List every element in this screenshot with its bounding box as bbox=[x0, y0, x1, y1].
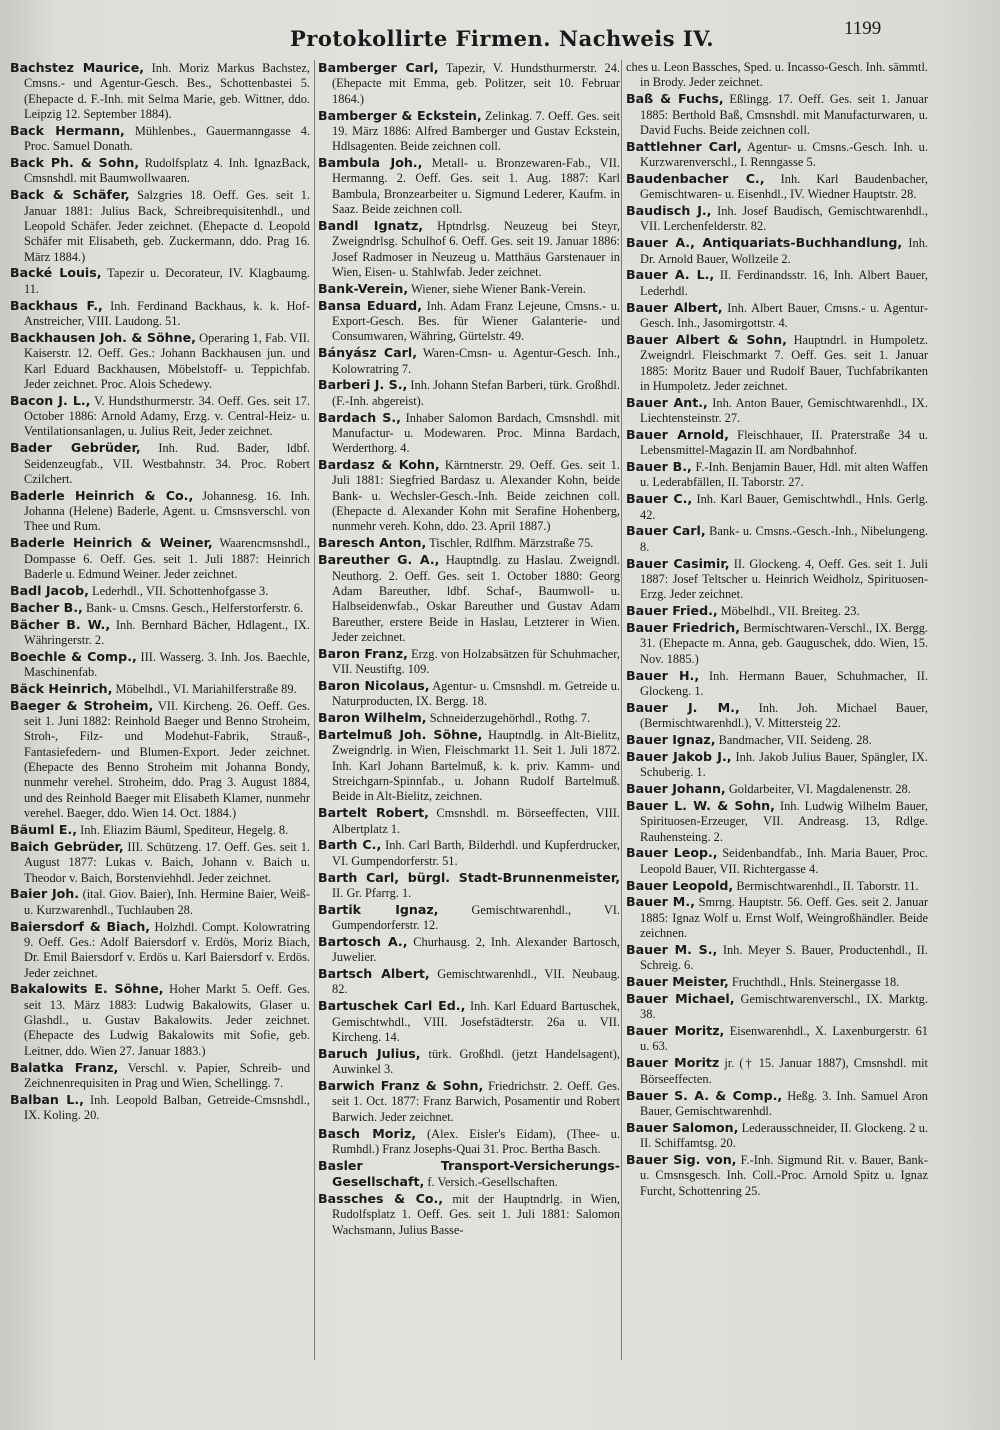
directory-entry bbox=[10, 393, 310, 440]
firm-details: Inh. Karl Bauer, Gemischtwhdl., Hnls. Gerlg. 42. bbox=[640, 492, 928, 522]
directory-entry bbox=[626, 556, 928, 603]
directory-entry bbox=[318, 1158, 620, 1191]
columns-container bbox=[10, 60, 930, 1420]
firm-details: Waarencmsnshdl., Dompasse 6. Oeff. Ges. seit 1. Juli 1887: Heinrich Baderle u. Edmund Weiner. Jeder zeichnet. bbox=[24, 536, 310, 581]
page-title: Protokollirte Firmen. Nachweis IV. bbox=[290, 26, 715, 51]
directory-entry bbox=[318, 1126, 620, 1158]
firm-details: Verschl. v. Papier, Schreib- und Zeichnenrequisiten in Prag und Wien, Schellingg. 7. bbox=[24, 1060, 310, 1090]
firm-name: Bakalowits E. Söhne, bbox=[10, 981, 164, 997]
directory-entry bbox=[318, 457, 620, 535]
firm-name: Bauer Leop., bbox=[626, 845, 718, 861]
firm-details: Inhaber Salomon Bardach, Cmsnshdl. mit Manufactur- u. Modewaren. Proc. Minna Bardach, Werderthorg. 4. bbox=[332, 410, 620, 456]
firm-name: Bauer Jakob J., bbox=[626, 748, 732, 764]
directory-entry bbox=[318, 535, 620, 551]
directory-entry bbox=[10, 981, 310, 1059]
directory-entry bbox=[626, 1023, 928, 1055]
firm-details: Eisenwarenhdl., X. Laxenburgerstr. 61 u. 63. bbox=[640, 1024, 928, 1054]
firm-name: Bacon J. L., bbox=[10, 392, 91, 408]
directory-entry bbox=[10, 187, 310, 265]
directory-entry bbox=[10, 298, 310, 330]
directory-entry bbox=[318, 1078, 620, 1125]
firm-name: Bartik Ignaz, bbox=[318, 901, 439, 917]
firm-details: Mühlenbes., Gauermanngasse 4. Proc. Samuel Donath. bbox=[24, 123, 310, 154]
firm-details: Inh. Rud. Bader, ldbf. Seidenzeugfab., VII. Westbahnstr. 34. Proc. Robert Czilchert. bbox=[24, 441, 310, 486]
directory-entry bbox=[318, 727, 620, 805]
directory-entry bbox=[318, 837, 620, 869]
firm-details: Holzhdl. Compt. Kolowratring 9. Oeff. Ges.: Adolf Baiersdorf v. Erdös, Moriz Biach, Dr. Emil Baiersdorf v. Erdös u. Karl Baiersdorf v. Erdös. Jeder zeichnet. bbox=[24, 919, 310, 980]
directory-entry bbox=[626, 1152, 928, 1199]
page-number: 1199 bbox=[844, 18, 882, 39]
firm-details: II. Ferdinandsstr. 16, Inh. Albert Bauer, Lederhdl. bbox=[640, 268, 928, 298]
firm-details: Seidenbandfab., Inh. Maria Bauer, Proc. Leopold Bauer, VII. Richtergasse 4. bbox=[640, 846, 928, 876]
directory-entry bbox=[10, 681, 310, 697]
directory-entry bbox=[626, 300, 928, 332]
firm-details: Inh. Karl Baudenbacher, Gemischtwaren- u. Eisenhdl., IV. Wiedner Hauptstr. 28. bbox=[640, 171, 928, 202]
directory-entry bbox=[626, 942, 928, 974]
directory-entry bbox=[626, 491, 928, 523]
firm-details: F.-Inh. Sigmund Rit. v. Bauer, Bank- u. Cmsnsgesch. Inh. Coll.-Proc. Arnold Spitz u. Ignaz Furcht, Schottenring 25. bbox=[640, 1152, 928, 1198]
directory-entry bbox=[10, 583, 310, 599]
directory-entry bbox=[318, 60, 620, 107]
firm-details: Bermischtwaren-Verschl., IX. Bergg. 31. (Ehepacte m. Anna, geb. Gauguschek, ddo. Wien, 15. Nov. 1885.) bbox=[640, 621, 928, 666]
firm-details: Inh. Joh. Michael Bauer, (Bermischtwarenhdl.), V. Mittersteig 22. bbox=[640, 700, 928, 731]
firm-details: Hptndrlsg. Neuzeug bei Steyr, Zweigndrlsg. Schulhof 6. Oeff. Ges. seit 19. Januar 1886: Josef Radmoser in Neuzeug u. Matthäus Garstenauer in Wien, Eisen- u. Stahlwfab. Jeder zeichnet. bbox=[332, 218, 620, 279]
firm-details: Gemischtwarenhdl., VI. Gumpendorferstr. 12. bbox=[332, 902, 620, 933]
directory-entry bbox=[10, 617, 310, 649]
firm-name: Bartosch A., bbox=[318, 933, 408, 949]
directory-entry bbox=[318, 1046, 620, 1078]
firm-name: Bauer Friedrich, bbox=[626, 620, 741, 636]
directory-entry bbox=[318, 552, 620, 645]
directory-entry bbox=[10, 488, 310, 535]
firm-name: Bauer S. A. & Comp., bbox=[626, 1087, 783, 1103]
directory-entry bbox=[626, 1088, 928, 1120]
firm-name: Barwich Franz & Sohn, bbox=[318, 1078, 484, 1093]
firm-name: Bauer Meister, bbox=[626, 974, 729, 990]
firm-name: Bardasz & Kohn, bbox=[318, 457, 440, 473]
firm-name: Bardach S., bbox=[318, 409, 401, 425]
firm-details: Inh. Bernhard Bächer, Hdlagent., IX. Währingerstr. 2. bbox=[24, 617, 310, 647]
directory-entry bbox=[626, 60, 928, 91]
firm-name: Baier Joh. bbox=[10, 886, 80, 902]
firm-name: Bauer Arnold, bbox=[626, 426, 729, 442]
column-3 bbox=[626, 60, 928, 1420]
firm-name: Bányász Carl, bbox=[318, 345, 417, 361]
firm-details: Metall- u. Bronzewaren-Fab., VII. Hermanng. 2. Oeff. Ges. seit 1. Aug. 1887: Karl Bambula, Bronzearbeiter u. Sigmund Lederer, Kaufm. in Saaz. Beide zeichnen coll. bbox=[332, 156, 620, 217]
directory-entry bbox=[626, 700, 928, 732]
firm-name: Bäck Heinrich, bbox=[10, 680, 113, 696]
firm-details: Inh. Ferdinand Backhaus, k. k. Hof-Anstreicher, VIII. Laudong. 51. bbox=[24, 298, 310, 328]
firm-name: Bauer Ignaz, bbox=[626, 731, 716, 747]
directory-entry bbox=[318, 108, 620, 155]
firm-details: VII. Kircheng. 26. Oeff. Ges. seit 1. Juni 1882: Reinhold Baeger und Benno Stroheim, Stroh-, Filz- und Modehut-Fabrik, Strauß-, Fantasiefedern- und Blumen-Export. Jeder zeichnet. (Ehepacte des Benno Stroheim mit Johanna Bondy, nunmehr verehel. Stroheim, ddo. Prag 3. August 1884, und des Reinhold Baeger mit Elisabeth Klamer, nunmehr verehel. Baeger, ddo. Wien 14. Oct. 1884.) bbox=[24, 698, 310, 821]
firm-details: Churhausg. 2, Inh. Alexander Bartosch, Juwelier. bbox=[332, 934, 620, 965]
firm-name: Bauer A. L., bbox=[626, 267, 715, 283]
firm-details: Inh. Jakob Julius Bauer, Spängler, IX. Schuberig. 1. bbox=[640, 749, 928, 780]
directory-entry bbox=[10, 919, 310, 981]
firm-name: Barth C., bbox=[318, 837, 382, 853]
firm-details: Salzgries 18. Oeff. Ges. seit 1. Januar 1881: Julius Back, Schreibrequisitenhdl., und Leopold Schäfer. Jeder zeichnet. (Ehepacte d. Leopold Schäfer mit Elisabeth, geb. Zuckermann, ddo. Prag 16. März 1884.) bbox=[24, 188, 310, 264]
directory-entry bbox=[318, 646, 620, 678]
firm-name: Bamberger Carl, bbox=[318, 60, 439, 75]
directory-entry bbox=[626, 203, 928, 235]
firm-details: Hauptndrl. in Humpoletz. Zweigndrl. Fleischmarkt 7. Oeff. Ges. seit 1. Januar 1885: Moritz Bauer und Rudolf Bauer, Tuchfabrikanten in Humpoletz. Jeder zeichnet. bbox=[640, 332, 928, 393]
firm-name: Bauer L. W. & Sohn, bbox=[626, 797, 775, 813]
directory-entry bbox=[626, 171, 928, 203]
directory-entry bbox=[626, 235, 928, 267]
firm-details: jr. († 15. Januar 1887), Cmsnshdl. mit Börseeffecten. bbox=[640, 1056, 928, 1086]
directory-entry bbox=[626, 668, 928, 700]
firm-details: Cmsnshdl. m. Börseeffecten, VIII. Albertplatz 1. bbox=[332, 806, 620, 836]
firm-details: ches u. Leon Bassches, Sped. u. Incasso-Gesch. Inh. sämmtl. in Brody. Jeder zeichnet. bbox=[626, 60, 928, 90]
firm-name: Backhaus F., bbox=[10, 297, 103, 313]
directory-entry bbox=[626, 732, 928, 748]
firm-details: Inh. Adam Franz Lejeune, Cmsns.- u. Export-Gesch. Bes. für Wiener Galanterie- und Consumwaren, Währing, Gürtelstr. 49. bbox=[332, 298, 620, 344]
firm-details: Hauptndlg. in Alt-Bielitz, Zweigndrlg. in Wien, Fleischmarkt 11. Seit 1. Juli 1872. Inh. Karl Johann Bartelmuß, k. k. priv. Kamm- und Streichgarn-Spinnfab., u. Johann Rudolf Bartelmuß. Beide in Alt-Bielitz, zeichnen. bbox=[332, 727, 620, 804]
directory-entry bbox=[318, 678, 620, 710]
firm-details: Lederausschneider, II. Glockeng. 2 u. II. Schiffamtsg. 20. bbox=[640, 1120, 928, 1151]
firm-details: Eßlingg. 17. Oeff. Ges. seit 1. Januar 1885: Berthold Baß, Cmsnshdl. mit Manufacturwaren, u. David Fuchs. Beide zeichnen coll. bbox=[640, 92, 928, 137]
firm-details: mit der Hauptndrlg. in Wien, Rudolfsplatz 1. Oeff. Ges. seit 1. Juli 1881: Salomon Wachsmann, Julius Basse- bbox=[332, 1191, 620, 1237]
firm-details: Bank- u. Cmsns.-Gesch.-Inh., Nibelungeng. 8. bbox=[640, 524, 928, 554]
firm-details: Agentur- u. Cmsnshdl. m. Getreide u. Naturproducten, IX. Bergg. 18. bbox=[332, 678, 620, 709]
directory-entry bbox=[10, 440, 310, 487]
firm-name: Balatka Franz, bbox=[10, 1059, 119, 1075]
directory-entry bbox=[318, 902, 620, 934]
firm-details: Inh. Eliazim Bäuml, Spediteur, Hegelg. 8. bbox=[80, 823, 289, 837]
firm-details: Bank- u. Cmsns. Gesch., Helferstorferstr. 6. bbox=[85, 600, 304, 615]
directory-entry bbox=[318, 410, 620, 457]
firm-name: Bambula Joh., bbox=[318, 155, 423, 171]
firm-details: F.-Inh. Benjamin Bauer, Hdl. mit alten Waffen u. Lederabfällen, II. Taborstr. 27. bbox=[640, 460, 928, 490]
firm-name: Bartelt Robert, bbox=[318, 805, 429, 821]
firm-details: Inh. Ludwig Wilhelm Bauer, Spirituosen-Erzeuger, VII. Andreasg. 13, Rdlge. Rauhensteing. 2. bbox=[640, 798, 928, 844]
directory-entry bbox=[10, 698, 310, 822]
firm-details: Inh. Johann Stefan Barberi, türk. Großhdl. (F.-Inh. abgereist). bbox=[332, 378, 620, 408]
firm-details: III. Wasserg. 3. Inh. Jos. Baechle, Maschinenfab. bbox=[24, 649, 310, 680]
directory-entry bbox=[318, 870, 620, 902]
firm-details: Erzg. von Holzabsätzen für Schuhmacher, VII. Neustiftg. 109. bbox=[332, 646, 620, 677]
firm-name: Barberi J. S., bbox=[318, 377, 408, 393]
firm-name: Bäuml E., bbox=[10, 822, 78, 837]
directory-entry bbox=[626, 781, 928, 797]
directory-entry bbox=[10, 155, 310, 187]
firm-details: Agentur- u. Cmsns.-Gesch. Inh. u. Kurzwarenverschl., I. Renngasse 5. bbox=[640, 139, 928, 170]
directory-entry bbox=[626, 459, 928, 491]
directory-entry bbox=[318, 998, 620, 1045]
directory-entry bbox=[10, 839, 310, 886]
firm-name: Bachstez Maurice, bbox=[10, 60, 145, 75]
firm-details: Inh. Dr. Arnold Bauer, Wollzeile 2. bbox=[640, 236, 928, 266]
firm-name: Baudenbacher C., bbox=[626, 170, 765, 186]
firm-name: Backhausen Joh. & Söhne, bbox=[10, 329, 196, 345]
directory-entry bbox=[626, 267, 928, 299]
firm-name: Bauer Carl, bbox=[626, 523, 706, 539]
firm-name: Bauer Michael, bbox=[626, 990, 735, 1006]
firm-details: Inh. Hermann Bauer, Schuhmacher, II. Glockeng. 1. bbox=[640, 668, 928, 698]
firm-name: Battlehner Carl, bbox=[626, 138, 742, 154]
firm-name: Bauer Moritz bbox=[626, 1055, 720, 1071]
firm-details: V. Hundsthurmerstr. 34. Oeff. Ges. seit 17. October 1886: Arnold Adamy, Erzg. v. Central-Heiz- u. Ventilationsanlagen, u. Julius Reit, Jeder zeichnet. bbox=[24, 393, 310, 439]
firm-name: Barth Carl, bürgl. Stadt-Brunnenmeister, bbox=[318, 869, 620, 885]
directory-entry bbox=[626, 974, 928, 990]
firm-name: Baron Nicolaus, bbox=[318, 677, 430, 693]
page-header bbox=[0, 14, 1000, 50]
firm-name: Bauer M., bbox=[626, 894, 695, 910]
firm-name: Bamberger & Eckstein, bbox=[318, 107, 482, 123]
directory-entry bbox=[10, 600, 310, 616]
firm-details: II. Gr. Pfarrg. 1. bbox=[332, 885, 412, 900]
firm-details: Gemischtwarenhdl., VII. Neubaug. 82. bbox=[332, 967, 620, 997]
firm-name: Baich Gebrüder, bbox=[10, 838, 124, 854]
directory-entry bbox=[626, 620, 928, 667]
firm-name: Back Hermann, bbox=[10, 122, 125, 138]
firm-name: Bauer M. S., bbox=[626, 941, 718, 957]
firm-details: Fruchthdl., Hnls. Steinergasse 18. bbox=[731, 975, 900, 990]
directory-entry bbox=[626, 798, 928, 845]
firm-details: Tischler, Rdlfhm. Märzstraße 75. bbox=[429, 536, 594, 551]
directory-entry bbox=[10, 1060, 310, 1092]
firm-name: Baruch Julius, bbox=[318, 1045, 421, 1061]
firm-name: Back & Schäfer, bbox=[10, 187, 130, 203]
directory-entry bbox=[318, 805, 620, 837]
firm-details: III. Schützeng. 17. Oeff. Ges. seit 1. August 1877: Lukas v. Baich, Johann v. Baich u. Theodor v. Baich, Borstenviehhdl. Jeder zeichnet. bbox=[24, 839, 310, 885]
firm-details: Goldarbeiter, VI. Magdalenenstr. 28. bbox=[728, 781, 911, 796]
firm-name: Bank-Verein, bbox=[318, 280, 409, 296]
firm-details: Rudolfsplatz 4. Inh. IgnazBack, Cmsnshdl. mit Baumwollwaaren. bbox=[24, 156, 310, 186]
firm-name: Bauer Albert & Sohn, bbox=[626, 331, 787, 347]
firm-name: Bauer Ant., bbox=[626, 394, 708, 410]
firm-details: Inh. Karl Eduard Bartuschek, Gemischtwhdl., VIII. Josefstädterstr. 26a u. VII. Kircheng. 14. bbox=[332, 999, 620, 1044]
firm-details: Inh. Anton Bauer, Gemischtwarenhdl., IX. Liechtensteinstr. 27. bbox=[640, 395, 928, 426]
directory-entry bbox=[626, 845, 928, 877]
firm-name: Bauer Albert, bbox=[626, 299, 723, 315]
directory-entry bbox=[626, 139, 928, 171]
firm-name: Bauer Casimir, bbox=[626, 555, 730, 571]
firm-details: Wiener, siehe Wiener Bank-Verein. bbox=[411, 281, 586, 296]
firm-details: Möbelhdl., VII. Breiteg. 23. bbox=[720, 604, 860, 619]
firm-details: II. Glockeng. 4, Oeff. Ges. seit 1. Juli 1887: Josef Teltscher u. Heinrich Weidholz, Spirituosen-Erzg. Jeder zeichnet. bbox=[640, 556, 928, 602]
directory-entry bbox=[10, 649, 310, 681]
firm-details: f. Versich.-Gesellschaften. bbox=[427, 1175, 558, 1190]
firm-details: Kärntnerstr. 29. Oeff. Ges. seit 1. Juli 1881: Siegfried Bardasz u. Alexander Kohn, beide Bank- u. Wechsler-Gesch.-Inh. Beide zeichnen coll. (Ehepacte d. Alexander Kohn mit Serafine Hohenberg, nunmehr vereh. Kohn, ddo. 23. April 1887.) bbox=[332, 458, 620, 534]
firm-details: Möbelhdl., VI. Mariahilferstraße 89. bbox=[115, 681, 297, 696]
directory-entry bbox=[318, 710, 620, 726]
directory-entry bbox=[10, 265, 310, 297]
firm-details: Zelinkag. 7. Oeff. Ges. seit 19. März 1886: Alfred Bamberger und Gustav Eckstein, Hdlsagenten. Beide zeichnen coll. bbox=[332, 108, 620, 154]
firm-name: Bacher B., bbox=[10, 599, 83, 615]
directory-entry bbox=[318, 218, 620, 280]
directory-entry bbox=[10, 886, 310, 918]
firm-details: (Alex. Eisler's Eidam), (Thee- u. Rumhdl.) Franz Josephs-Quai 31. Proc. Bertha Basch. bbox=[332, 1126, 620, 1156]
firm-name: Bauer H., bbox=[626, 667, 700, 683]
firm-name: Backé Louis, bbox=[10, 265, 102, 281]
directory-entry bbox=[10, 60, 310, 122]
firm-details: Bandmacher, VII. Seideng. 28. bbox=[718, 732, 872, 747]
directory-entry bbox=[318, 298, 620, 345]
firm-name: Baderle Heinrich & Weiner, bbox=[10, 535, 213, 551]
directory-entry bbox=[318, 377, 620, 409]
firm-name: Back Ph. & Sohn, bbox=[10, 155, 140, 171]
firm-name: Bauer Leopold, bbox=[626, 877, 734, 893]
firm-name: Balban L., bbox=[10, 1091, 84, 1107]
directory-entry bbox=[626, 894, 928, 941]
firm-details: Smrng. Hauptstr. 56. Oeff. Ges. seit 2. Januar 1885: Ignaz Wolf u. Ernst Wolf, Weingroßhändler. Beide zeichnen. bbox=[640, 895, 928, 941]
firm-name: Baron Franz, bbox=[318, 645, 408, 661]
firm-name: Bauer Fried., bbox=[626, 603, 718, 619]
firm-details: Tapezir u. Decorateur, IV. Klagbaumg. 11. bbox=[24, 266, 310, 296]
firm-details: Waren-Cmsn- u. Agentur-Gesch. Inh., Kolowratring 7. bbox=[332, 346, 620, 376]
firm-details: Inh. Meyer S. Bauer, Productenhdl., II. Schreig. 6. bbox=[640, 942, 928, 973]
firm-name: Bauer Johann, bbox=[626, 780, 726, 796]
firm-name: Bauer Sig. von, bbox=[626, 1151, 737, 1167]
firm-details: (ital. Giov. Baier), Inh. Hermine Baier, Weiß- u. Kurzwarenhdl., Tuchlauben 28. bbox=[24, 887, 310, 917]
firm-details: Gemischtwarenverschl., IX. Marktg. 38. bbox=[640, 991, 928, 1022]
firm-name: Bandl Ignatz, bbox=[318, 217, 424, 233]
directory-entry bbox=[318, 155, 620, 217]
firm-details: Hauptndlg. zu Haslau. Zweigndl. Neuthorg. 2. Oeff. Ges. seit 1. October 1880: Georg Adam Bareuther, ldbf. Schaf-, Baumwoll- u. Halbseidenwfab., Oskar Bareuther und Gustav Adam Bareuther, erstere Beide in Haslau, Letzterer in Wien. Jeder zeichnet. bbox=[332, 553, 620, 644]
directory-entry bbox=[626, 878, 928, 894]
firm-details: Heßg. 3. Inh. Samuel Aron Bauer, Gemischtwarenhdl. bbox=[640, 1088, 928, 1118]
directory-entry bbox=[626, 749, 928, 781]
firm-name: Bauer J. M., bbox=[626, 699, 740, 715]
firm-details: Johannesg. 16. Inh. Johanna (Helene) Baderle, Agent. u. Cmsnsverschl. von Thee und Rum. bbox=[24, 488, 310, 534]
firm-details: Lederhdl., VII. Schottenhofgasse 3. bbox=[92, 583, 269, 598]
directory-entry bbox=[318, 966, 620, 998]
directory-entry bbox=[10, 822, 310, 838]
directory-entry bbox=[626, 332, 928, 394]
column-2 bbox=[318, 60, 620, 1420]
directory-entry bbox=[626, 991, 928, 1023]
firm-name: Baderle Heinrich & Co., bbox=[10, 487, 194, 503]
firm-name: Basch Moriz, bbox=[318, 1125, 417, 1141]
firm-name: Bauer A., Antiquariats-Buchhandlung, bbox=[626, 235, 903, 251]
firm-name: Boechle & Comp., bbox=[10, 648, 137, 664]
firm-name: Badl Jacob, bbox=[10, 582, 89, 598]
firm-details: Friedrichstr. 2. Oeff. Ges. seit 1. Oct. 1877: Franz Barwich, Posamentir und Robert Barwich. Jeder zeichnet. bbox=[332, 1079, 620, 1124]
firm-details: Schneiderzugehörhdl., Rothg. 7. bbox=[429, 711, 591, 726]
directory-entry bbox=[10, 535, 310, 582]
directory-entry bbox=[318, 934, 620, 966]
firm-details: Operaring 1, Fab. VII. Kaiserstr. 12. Oeff. Ges.: Johann Backhausen jun. und Karl Eduard Backhausen, Möbelstoff- u. Teppichfab. Jeder zeichnet. Proc. Alois Schedewy. bbox=[24, 330, 310, 391]
firm-name: Bartelmuß Joh. Söhne, bbox=[318, 726, 483, 742]
directory-entry bbox=[626, 523, 928, 555]
directory-entry bbox=[10, 123, 310, 155]
firm-name: Bauer Moritz, bbox=[626, 1023, 725, 1039]
directory-entry bbox=[318, 281, 620, 297]
firm-name: Bauer B., bbox=[626, 459, 692, 475]
firm-name: Bassches & Co., bbox=[318, 1190, 444, 1206]
firm-details: Inh. Leopold Balban, Getreide-Cmsnshdl., IX. Koling. 20. bbox=[24, 1092, 310, 1123]
directory-entry bbox=[10, 330, 310, 392]
firm-details: Inh. Moriz Markus Bachstez, Cmsns.- und Agentur-Gesch. Bes., Schottenbastei 5. (Ehepacte d. F.-Inh. mit Selma Marie, geb. Wittner, ddo. Leipzig 12. September 1884). bbox=[24, 61, 310, 122]
firm-details: Fleischhauer, II. Praterstraße 34 u. Lebensmittel-Magazin II. am Nordbahnhof. bbox=[640, 427, 928, 458]
firm-details: Inh. Carl Barth, Bilderhdl. und Kupferdrucker, VI. Gumpendorferstr. 51. bbox=[332, 838, 620, 868]
firm-name: Bartsch Albert, bbox=[318, 966, 430, 982]
firm-details: Inh. Josef Baudisch, Gemischtwarenhdl., VII. Lerchenfelderstr. 82. bbox=[640, 204, 928, 234]
firm-name: Baß & Fuchs, bbox=[626, 91, 724, 107]
directory-entry bbox=[626, 395, 928, 427]
directory-entry bbox=[318, 345, 620, 377]
directory-entry bbox=[10, 1092, 310, 1124]
directory-entry bbox=[318, 1191, 620, 1238]
firm-name: Bauer Salomon, bbox=[626, 1119, 739, 1135]
firm-details: türk. Großhdl. (jetzt Handelsagent), Auwinkel 3. bbox=[332, 1046, 620, 1077]
firm-name: Bader Gebrüder, bbox=[10, 440, 141, 456]
directory-entry bbox=[626, 91, 928, 138]
directory-entry bbox=[626, 603, 928, 619]
firm-name: Basler Transport-Versicherungs-Gesellschaft, bbox=[318, 1157, 620, 1190]
firm-name: Bareuther G. A., bbox=[318, 552, 440, 568]
directory-entry bbox=[626, 1120, 928, 1152]
firm-name: Bächer B. W., bbox=[10, 616, 111, 632]
firm-name: Baresch Anton, bbox=[318, 535, 427, 551]
column-1 bbox=[10, 60, 310, 1420]
firm-details: Hoher Markt 5. Oeff. Ges. seit 13. März 1883: Ludwig Bakalowits, Glaser u. Glashdl., u. Gustav Bakalowits. Jeder zeichnet. (Ehepacte des Ludwig Bakalowits mit Sofie, geb. Leitner, ddo. Wien 27. Januar 1883.) bbox=[24, 982, 310, 1058]
directory-entry bbox=[626, 427, 928, 459]
firm-details: Inh. Albert Bauer, Cmsns.- u. Agentur-Gesch. Inh., Jasomirgottstr. 4. bbox=[640, 300, 928, 330]
firm-details: Bermischtwarenhdl., II. Taborstr. 11. bbox=[736, 878, 919, 893]
firm-name: Bauer C., bbox=[626, 491, 693, 507]
firm-name: Bartuschek Carl Ed., bbox=[318, 998, 466, 1014]
firm-name: Baron Wilhelm, bbox=[318, 710, 427, 726]
firm-name: Baiersdorf & Biach, bbox=[10, 918, 151, 934]
firm-name: Baudisch J., bbox=[626, 203, 712, 219]
firm-name: Bansa Eduard, bbox=[318, 297, 422, 313]
firm-details: Tapezir, V. Hundsthurmerstr. 24. (Ehepacte mit Emma, geb. Politzer, seit 10. Februar 1864.) bbox=[332, 61, 620, 106]
firm-name: Baeger & Stroheim, bbox=[10, 697, 154, 713]
directory-entry bbox=[626, 1055, 928, 1087]
